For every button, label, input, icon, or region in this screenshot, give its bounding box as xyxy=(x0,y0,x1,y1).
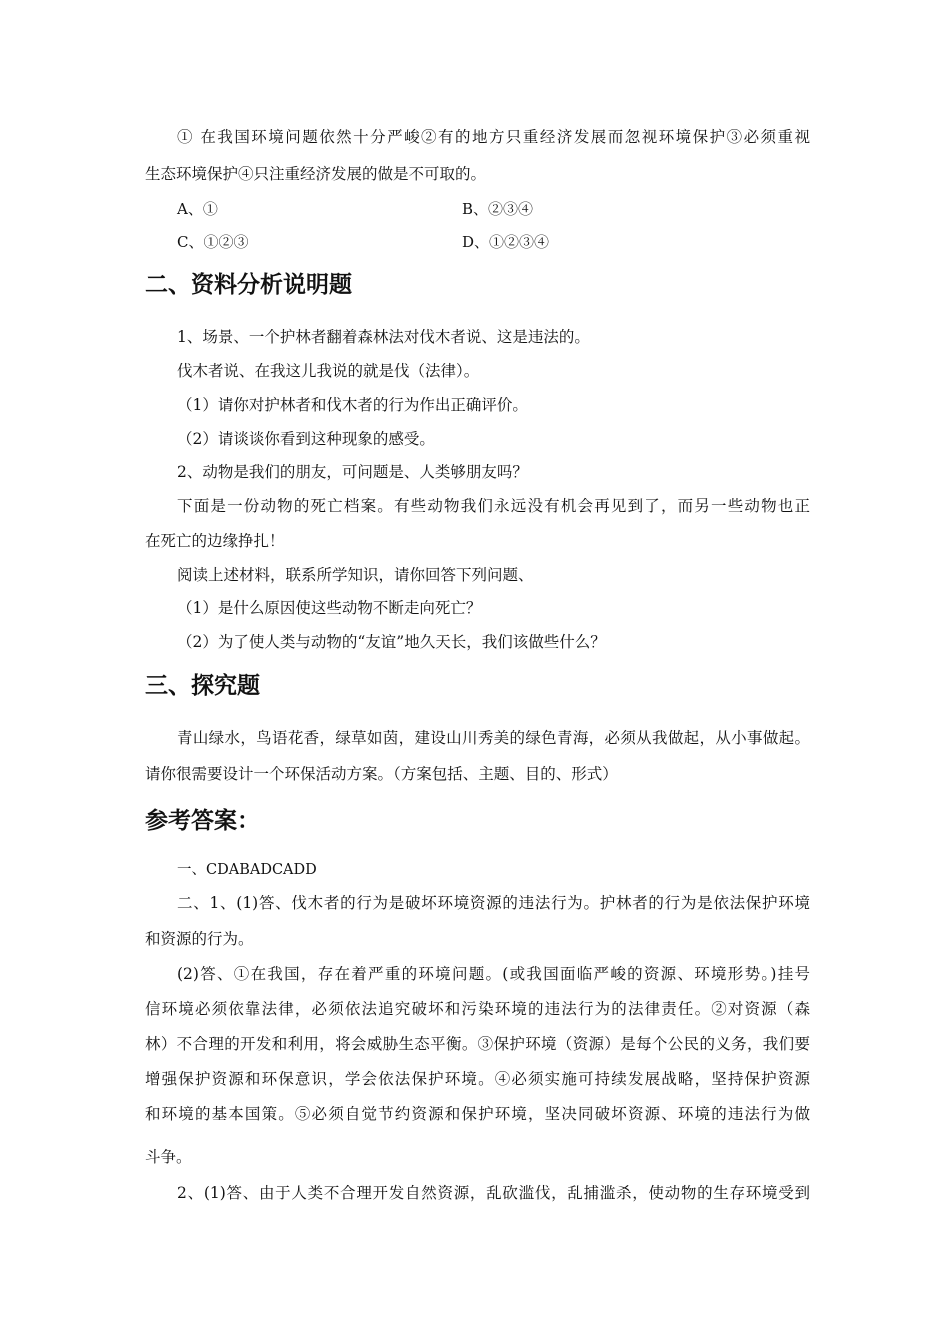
answers-heading: 参考答案： xyxy=(145,808,260,834)
paragraph-line: 阅读上述材料，联系所学知识，请你回答下列问题、 xyxy=(177,566,534,584)
answer-line: 信环境必须依靠法律，必须依法追究破坏和污染环境的违法行为的法律责任。②对资源（森 xyxy=(145,1000,810,1018)
paragraph-line: （1）请你对护林者和伐木者的行为作出正确评价。 xyxy=(177,396,528,414)
option-c: C、①②③ xyxy=(177,233,249,251)
paragraph-line: 1、场景、一个护林者翻着森林法对伐木者说、这是违法的。 xyxy=(177,328,590,346)
question-line: ① 在我国环境问题依然十分严峻②有的地方只重经济发展而忽视环境保护③必须重视 xyxy=(177,128,810,146)
paragraph-line: （1）是什么原因使这些动物不断走向死亡？ xyxy=(177,599,482,617)
option-d: D、①②③④ xyxy=(462,233,550,251)
paragraph-line: （2）请谈谈你看到这种现象的感受。 xyxy=(177,430,435,448)
answer-line: (2)答、①在我国，存在着严重的环境问题。(或我国面临严峻的资源、环境形势。)挂号 xyxy=(177,965,810,983)
paragraph-line: 请你很需要设计一个环保活动方案。（方案包括、主题、目的、形式） xyxy=(145,765,618,783)
paragraph-line: 伐木者说、在我这儿我说的就是伐（法律）。 xyxy=(177,362,480,380)
answer-line: 2、(1)答、由于人类不合理开发自然资源，乱砍滥伐，乱捕滥杀，使动物的生存环境受到 xyxy=(177,1184,810,1202)
option-b: B、②③④ xyxy=(462,200,534,218)
answer-line: 林）不合理的开发和利用，将会威胁生态平衡。③保护环境（资源）是每个公民的义务，我们要 xyxy=(145,1035,810,1053)
paragraph-line: 青山绿水，鸟语花香，绿草如茵，建设山川秀美的绿色青海，必须从我做起，从小事做起。 xyxy=(177,729,810,747)
paragraph-line: 在死亡的边缘挣扎！ xyxy=(145,532,285,550)
section-heading: 三、探究题 xyxy=(145,673,260,699)
paragraph-line: 下面是一份动物的死亡档案。有些动物我们永远没有机会再见到了，而另一些动物也正 xyxy=(177,497,810,515)
answer-line: 和资源的行为。 xyxy=(145,930,254,948)
paragraph-line: （2）为了使人类与动物的“友谊”地久天长，我们该做些什么？ xyxy=(177,633,606,651)
paragraph-line: 2、动物是我们的朋友，可问题是、人类够朋友吗？ xyxy=(177,463,528,481)
answer-line: 斗争。 xyxy=(145,1148,192,1166)
question-line: 生态环境保护④只注重经济发展的做是不可取的。 xyxy=(145,165,487,183)
answer-line: 一、CDABADCADD xyxy=(177,862,317,878)
answer-line: 二、1、(1)答、伐木者的行为是破坏环境资源的违法行为。护林者的行为是依法保护环境 xyxy=(177,894,810,912)
answer-line: 和环境的基本国策。⑤必须自觉节约资源和保护环境，坚决同破坏资源、环境的违法行为做 xyxy=(145,1105,810,1123)
answer-line: 增强保护资源和环保意识，学会依法保护环境。④必须实施可持续发展战略，坚持保护资源 xyxy=(145,1070,810,1088)
section-heading: 二、资料分析说明题 xyxy=(145,272,352,298)
option-a: A、① xyxy=(177,200,218,218)
